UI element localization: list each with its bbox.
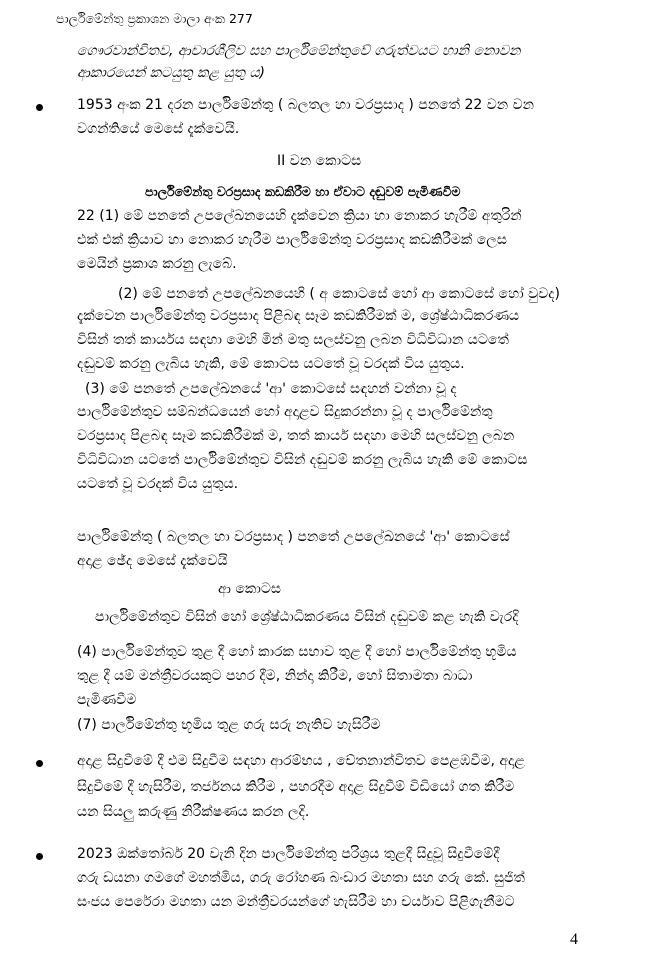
bullet3-line-2: ගරු ඩයනා ගමගේ මහත්මිය, ගරු රෝහණ බංඩාර මහතා සහ ගරු කේ. සුජිත්: [77, 870, 525, 886]
para1-line-1: 22 (1) මේ පනතේ උපලේඛනයෙහි දැක්වෙන ක්‍රියා හා නොකර හැරීම් අතුරින්: [77, 208, 522, 224]
para5-line-3: පැමිණවීම: [77, 692, 137, 708]
bullet1-line-1: 1953 අංක 21 දරන පාර්ලිමේන්තු ( බලතල හා වරප්‍රසාද ) පනතේ 22 වන වන: [77, 97, 535, 113]
intro-line-1: ගෞරවාන්විතව, ආචාරශීලිව සහ පාර්ලිමේන්තුවේ ගරුත්වයට හානි නොවන: [77, 43, 521, 59]
bullet1-line-2: වගන්තියේ මෙසේ දැක්වෙයි.: [77, 121, 240, 137]
para4-line-2: අදාළ ඡේද මෙසේ දැක්වෙයි: [77, 553, 228, 569]
section-part-label: II වන කොටස: [277, 153, 362, 169]
bullet2-line-1: අදාළ සිදුවීමේ දී එම සිදුවීම සඳහා ආරම්භය , චේතනාන්විතව පෙළඹවීම, අදාළ: [77, 753, 525, 769]
bullet2-line-3: යන සියලු කරුණු නිරීක්ෂණය කරන ලදි.: [77, 804, 310, 820]
para3-line-5: යටතේ වූ වරදක් විය යුතුය.: [77, 476, 239, 492]
section2-heading: පාර්ලිමේන්තුව විසින් හෝ ශ්‍රේෂ්ඨාධිකරණය විසින් දඬුවම් කළ හැකි වැරදි: [95, 609, 519, 625]
section-heading: පාර්ලිමේන්තු වරප්‍රසාද කඩකිරීම හා ඒවාට දඬුවම් පැමිණවීම: [145, 184, 461, 199]
bullet-marker: [36, 853, 43, 860]
bullet2-line-2: සිදුවීමේ දී හැසිරීම, තර්ජනය කිරීම , පහරදීම අදාළ සිදුවීම් විඩියෝ ගත කිරීම: [77, 779, 515, 795]
bullet3-line-3: සංජය පෙරේරා මහතා යන මන්ත්‍රීවරයන්ගේ හැසිරීම හා චර්යාව පිළිගැනීමට: [77, 894, 515, 910]
para2-line-3: විසින් තත් කාර්යය සඳහා මෙහි මින් මතු සලස්වනු ලබන විධිවිධාන යටතේ: [77, 332, 509, 348]
para4-line-1: පාර්ලිමේන්තු ( බලතල හා වරප්‍රසාද ) පනතේ උපලේඛනයේ 'ආ' කොටසේ: [77, 529, 510, 545]
bullet-marker: [36, 104, 43, 111]
para2-line-1: (2) මේ පනතේ උපලේඛනයෙහි ( අ කොටසේ හෝ ආ කොටසේ හෝ වුවද): [118, 286, 560, 302]
page-header-title: පාර්ලිමේන්තු ප්‍රකාශන මාලා අංක 277: [56, 11, 253, 26]
bullet3-line-1: 2023 ඔක්තෝබර් 20 වැනි දින පාර්ලිමේන්තු පරිශ්‍රය තුළදී සිදුවූ සිදුවීමේදී: [77, 846, 500, 862]
para3-line-3: වරප්‍රසාද පිළබඳ සෑම කඩකිරීමක් ම, තත් කාර්ය සඳහා මෙහි සලස්වනු ලබන: [77, 428, 515, 444]
para1-line-2: එක් එක් ක්‍රියාව හා නොකර හැරීම පාර්ලිමේන්තු වරප්‍රසාද කඩකිරීමක් ලෙස: [77, 232, 507, 248]
para5-line-2: තුළ දී යම් මන්ත්‍රීවරයකුට පහර දීම, නින්දා කිරීම, හෝ සිතාමතා බාධා: [77, 668, 473, 684]
para3-line-4: විධිවිධාන යටතේ පාර්ලිමේන්තුව විසින් දඬුවම් කරනු ලැබිය හැකි මේ කොටස: [77, 452, 528, 468]
para3-line-1: (3) මේ පනතේ උපලේඛනයේ 'ආ' කොටසේ සඳහන් වන්නා වූ ද: [85, 381, 457, 397]
para3-line-2: පාර්ලිමේන්තුව සම්බන්ධයෙන් හෝ අදාළව සිදුකරන්නා වූ ද පාර්ලිමේන්තු: [77, 404, 493, 420]
section2-part-label: ආ කොටස: [218, 581, 281, 597]
para2-line-2: දැක්වෙන පාර්ලිමේන්තු වරප්‍රසාද පිළිබඳ සෑම කඩකිරීමක් ම, ශ්‍රේෂ්ඨාධිකරණය: [77, 308, 520, 324]
para6-line-1: (7) පාර්ලිමේන්තු භූමිය තුළ ගරු සරු නැතිව හැසිරීම: [77, 717, 381, 733]
para5-line-1: (4) පාර්ලිමේන්තුව තුළ දී හෝ කාරක සභාව තුළ දී හෝ පාර්ලිමේන්තු භූමිය: [77, 644, 517, 660]
para1-line-3: මෙයින් ප්‍රකාශ කරනු ලැබේ.: [77, 256, 237, 272]
intro-line-2: ආකාරයෙන් කටයුතු කළ යුතු ය): [77, 65, 265, 81]
para2-line-4: දඬුවම් කරනු ලැබිය හැකි, මේ කොටස යටතේ වූ වරදක් විය යුතුය.: [77, 356, 465, 372]
bullet-marker: [36, 760, 43, 767]
page-number: 4: [570, 931, 578, 948]
